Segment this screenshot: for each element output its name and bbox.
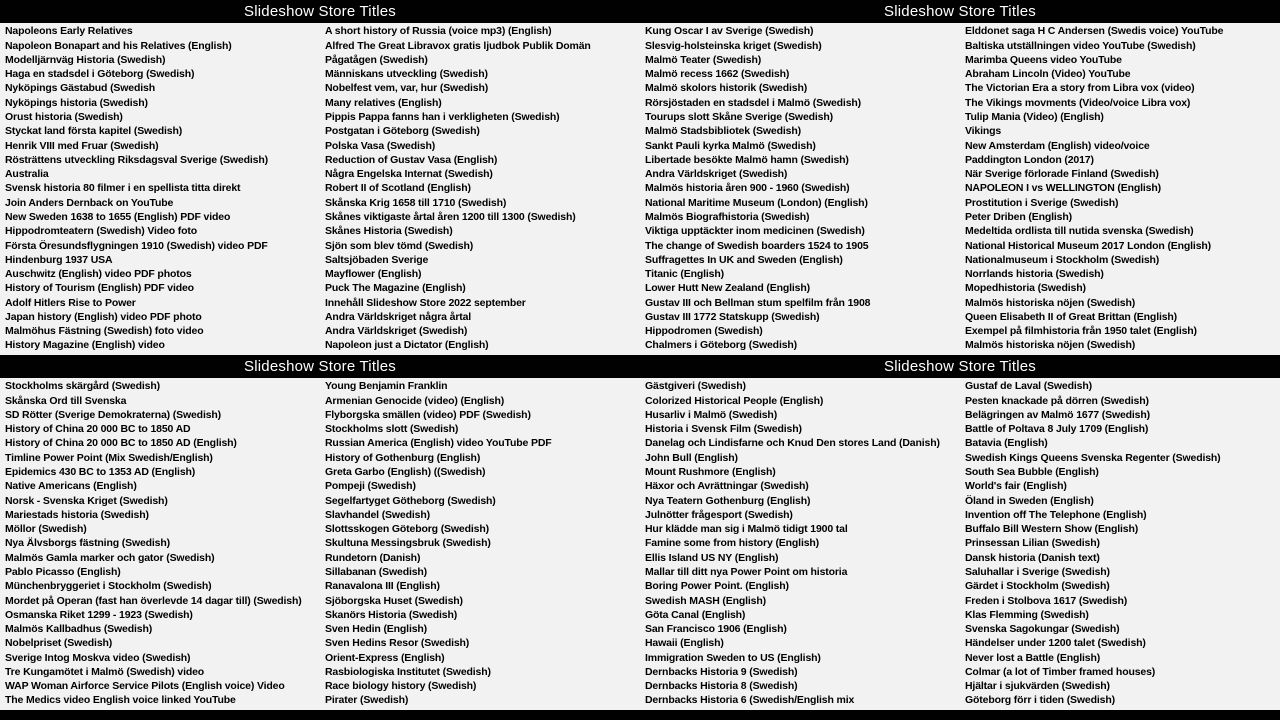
title-item: Buffalo Bill Western Show (English) bbox=[965, 523, 1139, 536]
title-item: Nobelpriset (Swedish) bbox=[5, 637, 113, 650]
title-item: Pablo Picasso (English) bbox=[5, 565, 121, 578]
title-item: Elddonet saga H C Andersen (Swedis voice) YouTube bbox=[965, 25, 1224, 38]
title-item: Norrlands historia (Swedish) bbox=[965, 268, 1104, 281]
title-item: SD Rötter (Sverige Demokraterna) (Swedish) bbox=[5, 408, 222, 421]
header-title: Slideshow Store Titles bbox=[884, 358, 1036, 375]
title-item: Mallar till ditt nya Power Point om historia bbox=[645, 565, 848, 578]
title-column-4 bbox=[960, 23, 1280, 355]
title-item: Gustav III och Bellman stum spelfilm från 1908 bbox=[645, 296, 871, 309]
title-item: Swedish MASH (English) bbox=[645, 594, 766, 607]
title-item: Mopedhistoria (Swedish) bbox=[965, 282, 1086, 295]
title-item: NAPOLEON I vs WELLINGTON (English) bbox=[965, 182, 1161, 195]
title-item: Orient-Express (English) bbox=[325, 651, 445, 664]
title-item: Flyborgska smällen (video) PDF (Swedish) bbox=[325, 408, 531, 421]
title-column-3 bbox=[640, 23, 960, 355]
title-item: Innehåll Slideshow Store 2022 september bbox=[325, 296, 526, 309]
title-item: Colmar (a lot of Timber framed houses) bbox=[965, 665, 1156, 678]
title-item: Invention off The Telephone (English) bbox=[965, 508, 1147, 521]
title-item: Sven Hedin (English) bbox=[325, 623, 428, 636]
title-item: Andra Världskriget (Swedish) bbox=[645, 168, 788, 181]
title-item: Prinsessan Lilian (Swedish) bbox=[965, 537, 1100, 550]
title-item: Göteborg förr i tiden (Swedish) bbox=[965, 694, 1115, 707]
title-item: Puck The Magazine (English) bbox=[325, 282, 466, 295]
title-item: National Historical Museum 2017 London (English) bbox=[965, 239, 1211, 252]
title-item: Ellis Island US NY (English) bbox=[645, 551, 779, 564]
title-item: Join Anders Dernback on YouTube bbox=[5, 196, 174, 209]
title-item: Abraham Lincoln (Video) YouTube bbox=[965, 68, 1131, 81]
title-item: Alfred The Great Libravox gratis ljudbok Publik Domän bbox=[325, 39, 591, 52]
titles-section-bottom bbox=[0, 378, 1280, 710]
title-column-1 bbox=[0, 23, 320, 355]
title-item: Armenian Genocide (video) (English) bbox=[325, 394, 505, 407]
top-header-bar bbox=[0, 0, 1280, 23]
title-item: The Vikings movments (Video/voice Libra vox) bbox=[965, 96, 1191, 109]
title-column-8 bbox=[960, 378, 1280, 710]
title-column-6 bbox=[320, 378, 640, 710]
title-item: Hindenburg 1937 USA bbox=[5, 253, 113, 266]
title-item: Tre Kungamötet i Malmö (Swedish) video bbox=[5, 665, 205, 678]
title-item: Slesvig-holsteinska kriget (Swedish) bbox=[645, 39, 822, 52]
title-item: Stockholms slott (Swedish) bbox=[325, 423, 459, 436]
title-item: Malmös historia åren 900 - 1960 (Swedish) bbox=[645, 182, 850, 195]
title-item: The Medics video English voice linked YouTube bbox=[5, 694, 236, 707]
title-item: Gärdet i Stockholm (Swedish) bbox=[965, 580, 1110, 593]
title-item: Sjön som blev tömd (Swedish) bbox=[325, 239, 474, 252]
title-item: Postgatan i Göteborg (Swedish) bbox=[325, 125, 480, 138]
title-item: Dernbacks Historia 8 (Swedish) bbox=[645, 680, 798, 693]
title-item: Hippodromen (Swedish) bbox=[645, 325, 763, 338]
title-item: Malmö skolors historik (Swedish) bbox=[645, 82, 808, 95]
title-item: History of China 20 000 BC to 1850 AD (English) bbox=[5, 437, 237, 450]
title-item: Julnötter frågesport (Swedish) bbox=[645, 508, 793, 521]
title-item: Öland in Sweden (English) bbox=[965, 494, 1094, 507]
title-item: Rörsjöstaden en stadsdel i Malmö (Swedish) bbox=[645, 96, 861, 109]
title-item: Slottsskogen Göteborg (Swedish) bbox=[325, 523, 489, 536]
title-item: Orust historia (Swedish) bbox=[5, 110, 123, 123]
title-item: Gästgiveri (Swedish) bbox=[645, 380, 746, 393]
title-item: Native Americans (English) bbox=[5, 480, 137, 493]
title-item: Australia bbox=[5, 168, 49, 181]
title-item: National Maritime Museum (London) (English) bbox=[645, 196, 868, 209]
title-item: Dernbacks Historia 6 (Swedish/English mix bbox=[645, 694, 855, 707]
title-item: Sankt Pauli kyrka Malmö (Swedish) bbox=[645, 139, 816, 152]
title-item: Modelljärnväg Historia (Swedish) bbox=[5, 53, 166, 66]
title-item: Möllor (Swedish) bbox=[5, 523, 87, 536]
title-item: Tourups slott Skåne Sverige (Swedish) bbox=[645, 110, 833, 123]
title-item: Immigration Sweden to US (English) bbox=[645, 651, 821, 664]
title-item: Marimba Queens video YouTube bbox=[965, 53, 1122, 66]
title-item: Andra Världskriget några årtal bbox=[325, 310, 472, 323]
title-item: Historia i Svensk Film (Swedish) bbox=[645, 423, 802, 436]
title-item: Hjältar i sjukvärden (Swedish) bbox=[965, 680, 1110, 693]
title-item: Baltiska utställningen video YouTube (Swedish) bbox=[965, 39, 1196, 52]
title-item: Napoleon Bonapart and his Relatives (English) bbox=[5, 39, 232, 52]
title-item: Några Engelska Internat (Swedish) bbox=[325, 168, 493, 181]
title-item: Rasbiologiska Institutet (Swedish) bbox=[325, 665, 491, 678]
title-item: Slavhandel (Swedish) bbox=[325, 508, 430, 521]
title-item: History of Gothenburg (English) bbox=[325, 451, 481, 464]
title-item: Viktiga upptäckter inom medicinen (Swedish) bbox=[645, 225, 865, 238]
title-item: Pågatågen (Swedish) bbox=[325, 53, 428, 66]
title-item: När Sverige förlorade Finland (Swedish) bbox=[965, 168, 1159, 181]
title-item: Malmö Teater (Swedish) bbox=[645, 53, 762, 66]
title-item: Epidemics 430 BC to 1353 AD (English) bbox=[5, 465, 196, 478]
title-item: Münchenbryggeriet i Stockholm (Swedish) bbox=[5, 580, 212, 593]
title-item: Robert II of Scotland (English) bbox=[325, 182, 471, 195]
title-item: Mayflower (English) bbox=[325, 268, 422, 281]
header-title: Slideshow Store Titles bbox=[244, 3, 396, 20]
title-item: Husarliv i Malmö (Swedish) bbox=[645, 408, 778, 421]
title-item: History of China 20 000 BC to 1850 AD bbox=[5, 423, 191, 436]
title-item: Lower Hutt New Zealand (English) bbox=[645, 282, 810, 295]
title-item: Klas Flemming (Swedish) bbox=[965, 608, 1089, 621]
title-item: Mount Rushmore (English) bbox=[645, 465, 776, 478]
title-item: Skanörs Historia (Swedish) bbox=[325, 608, 458, 621]
title-item: Skånes Historia (Swedish) bbox=[325, 225, 453, 238]
title-item: Napoleons Early Relatives bbox=[5, 25, 133, 38]
title-item: Malmös historiska nöjen (Swedish) bbox=[965, 339, 1136, 352]
title-item: Paddington London (2017) bbox=[965, 153, 1094, 166]
title-item: Dernbacks Historia 9 (Swedish) bbox=[645, 665, 798, 678]
title-item: Auschwitz (English) video PDF photos bbox=[5, 268, 192, 281]
title-item: Skultuna Messingsbruk (Swedish) bbox=[325, 537, 491, 550]
title-item: Suffragettes In UK and Sweden (English) bbox=[645, 253, 843, 266]
title-item: Hur klädde man sig i Malmö tidigt 1900 tal bbox=[645, 523, 848, 536]
title-item: Henrik VIII med Fruar (Swedish) bbox=[5, 139, 159, 152]
title-item: Kung Oscar I av Sverige (Swedish) bbox=[645, 25, 814, 38]
title-item: Malmö recess 1662 (Swedish) bbox=[645, 68, 790, 81]
title-item: A short history of Russia (voice mp3) (English) bbox=[325, 25, 552, 38]
title-item: Pirater (Swedish) bbox=[325, 694, 409, 707]
title-item: Race biology history (Swedish) bbox=[325, 680, 477, 693]
title-item: Swedish Kings Queens Svenska Regenter (Swedish) bbox=[965, 451, 1221, 464]
title-item: Gustav III 1772 Statskupp (Swedish) bbox=[645, 310, 820, 323]
title-item: Nya Teatern Gothenburg (English) bbox=[645, 494, 811, 507]
title-item: Malmös Kallbadhus (Swedish) bbox=[5, 623, 153, 636]
title-item: Nationalmuseum i Stockholm (Swedish) bbox=[965, 253, 1160, 266]
title-item: Pippis Pappa fanns han i verkligheten (Swedish) bbox=[325, 110, 560, 123]
title-item: Tulip Mania (Video) (English) bbox=[965, 110, 1104, 123]
title-item: Queen Elisabeth II of Great Brittan (English) bbox=[965, 310, 1178, 323]
title-item: Malmös Gamla marker och gator (Swedish) bbox=[5, 551, 215, 564]
title-item: Dansk historia (Danish text) bbox=[965, 551, 1100, 564]
title-item: Medeltida ordlista till nutida svenska (Swedish) bbox=[965, 225, 1194, 238]
title-item: World's fair (English) bbox=[965, 480, 1067, 493]
title-item: Never lost a Battle (English) bbox=[965, 651, 1101, 664]
title-item: WAP Woman Airforce Service Pilots (English voice) Video bbox=[5, 680, 285, 693]
title-item: Saltsjöbaden Sverige bbox=[325, 253, 429, 266]
title-item: The change of Swedish boarders 1524 to 1905 bbox=[645, 239, 869, 252]
title-item: Colorized Historical People (English) bbox=[645, 394, 824, 407]
title-item: Mordet på Operan (fast han överlevde 14 dagar till) (Swedish) bbox=[5, 594, 302, 607]
title-item: Styckat land första kapitel (Swedish) bbox=[5, 125, 183, 138]
title-item: Skånes viktigaste årtal åren 1200 till 1300 (Swedish) bbox=[325, 210, 576, 223]
title-item: Titanic (English) bbox=[645, 268, 724, 281]
title-item: Sven Hedins Resor (Swedish) bbox=[325, 637, 470, 650]
title-item: Andra Världskriget (Swedish) bbox=[325, 325, 468, 338]
title-item: Människans utveckling (Swedish) bbox=[325, 68, 488, 81]
middle-header-bar bbox=[0, 355, 1280, 378]
title-item: Mariestads historia (Swedish) bbox=[5, 508, 149, 521]
title-item: John Bull (English) bbox=[645, 451, 738, 464]
title-column-5 bbox=[0, 378, 320, 710]
title-item: Sverige Intog Moskva video (Swedish) bbox=[5, 651, 191, 664]
title-item: Greta Garbo (English) ((Swedish) bbox=[325, 465, 486, 478]
title-item: Many relatives (English) bbox=[325, 96, 442, 109]
title-item: Första Öresundsflygningen 1910 (Swedish) video PDF bbox=[5, 239, 268, 252]
title-item: Malmö Stadsbibliotek (Swedish) bbox=[645, 125, 801, 138]
title-item: Freden i Stolbova 1617 (Swedish) bbox=[965, 594, 1128, 607]
title-item: Japan history (English) video PDF photo bbox=[5, 310, 202, 323]
title-item: Russian America (English) video YouTube PDF bbox=[325, 437, 552, 450]
title-item: Händelser under 1200 talet (Swedish) bbox=[965, 637, 1146, 650]
title-item: Svensk historia 80 filmer i en spellista titta direkt bbox=[5, 182, 241, 195]
title-item: Nyköpings historia (Swedish) bbox=[5, 96, 148, 109]
title-item: Timline Power Point (Mix Swedish/English) bbox=[5, 451, 213, 464]
title-item: Malmöhus Fästning (Swedish) foto video bbox=[5, 325, 204, 338]
title-item: Haga en stadsdel i Göteborg (Swedish) bbox=[5, 68, 195, 81]
title-item: Stockholms skärgård (Swedish) bbox=[5, 380, 160, 393]
title-item: Batavia (English) bbox=[965, 437, 1048, 450]
title-item: Belägringen av Malmö 1677 (Swedish) bbox=[965, 408, 1150, 421]
title-item: Ranavalona III (English) bbox=[325, 580, 440, 593]
title-item: Nyköpings Gästabud (Swedish bbox=[5, 82, 155, 95]
title-item: Prostitution i Sverige (Swedish) bbox=[965, 196, 1119, 209]
title-item: Norsk - Svenska Kriget (Swedish) bbox=[5, 494, 168, 507]
title-item: Malmös Biografhistoria (Swedish) bbox=[645, 210, 810, 223]
title-item: The Victorian Era a story from Libra vox (video) bbox=[965, 82, 1195, 95]
title-item: Reduction of Gustav Vasa (English) bbox=[325, 153, 498, 166]
title-item: Skånska Krig 1658 till 1710 (Swedish) bbox=[325, 196, 507, 209]
title-item: Boring Power Point. (English) bbox=[645, 580, 789, 593]
title-item: Skånska Ord till Svenska bbox=[5, 394, 127, 407]
header-title: Slideshow Store Titles bbox=[884, 3, 1036, 20]
title-item: New Sweden 1638 to 1655 (English) PDF video bbox=[5, 210, 231, 223]
title-item: Nobelfest vem, var, hur (Swedish) bbox=[325, 82, 489, 95]
title-item: Libertade besökte Malmö hamn (Swedish) bbox=[645, 153, 849, 166]
title-item: History Magazine (English) video bbox=[5, 339, 165, 352]
bottom-header-bar bbox=[0, 710, 1280, 720]
title-item: Peter Driben (English) bbox=[965, 210, 1072, 223]
title-column-7 bbox=[640, 378, 960, 710]
title-item: History of Tourism (English) PDF video bbox=[5, 282, 194, 295]
title-item: Nya Älvsborgs fästning (Swedish) bbox=[5, 537, 170, 550]
title-item: Danelag och Lindisfarne och Knud Den stores Land (Danish) bbox=[645, 437, 940, 450]
title-item: Sjöborgska Huset (Swedish) bbox=[325, 594, 463, 607]
title-item: Hawaii (English) bbox=[645, 637, 724, 650]
title-item: Pesten knackade på dörren (Swedish) bbox=[965, 394, 1149, 407]
title-item: Famine some from history (English) bbox=[645, 537, 820, 550]
title-item: South Sea Bubble (English) bbox=[965, 465, 1099, 478]
title-item: Polska Vasa (Swedish) bbox=[325, 139, 436, 152]
title-item: Young Benjamin Franklin bbox=[325, 380, 448, 393]
title-item: Chalmers i Göteborg (Swedish) bbox=[645, 339, 798, 352]
title-item: New Amsterdam (English) video/voice bbox=[965, 139, 1150, 152]
title-item: Pompeji (Swedish) bbox=[325, 480, 416, 493]
title-item: Svenska Sagokungar (Swedish) bbox=[965, 623, 1120, 636]
title-item: Häxor och Avrättningar (Swedish) bbox=[645, 480, 809, 493]
title-item: Gustaf de Laval (Swedish) bbox=[965, 380, 1092, 393]
title-item: Sillabanan (Swedish) bbox=[325, 565, 428, 578]
title-item: Göta Canal (English) bbox=[645, 608, 746, 621]
title-item: Vikings bbox=[965, 125, 1002, 138]
title-item: Exempel på filmhistoria från 1950 talet (English) bbox=[965, 325, 1197, 338]
title-item: Rundetorn (Danish) bbox=[325, 551, 421, 564]
title-item: San Francisco 1906 (English) bbox=[645, 623, 787, 636]
title-item: Napoleon just a Dictator (English) bbox=[325, 339, 489, 352]
title-item: Adolf Hitlers Rise to Power bbox=[5, 296, 136, 309]
title-item: Rösträttens utveckling Riksdagsval Sverige (Swedish) bbox=[5, 153, 268, 166]
header-title: Slideshow Store Titles bbox=[244, 358, 396, 375]
title-item: Battle of Poltava 8 July 1709 (English) bbox=[965, 423, 1149, 436]
title-item: Segelfartyget Götheborg (Swedish) bbox=[325, 494, 496, 507]
title-column-2 bbox=[320, 23, 640, 355]
titles-section-top bbox=[0, 23, 1280, 355]
title-item: Saluhallar i Sverige (Swedish) bbox=[965, 565, 1110, 578]
title-item: Malmös historiska nöjen (Swedish) bbox=[965, 296, 1136, 309]
title-item: Osmanska Riket 1299 - 1923 (Swedish) bbox=[5, 608, 193, 621]
title-item: Hippodromteatern (Swedish) Video foto bbox=[5, 225, 198, 238]
